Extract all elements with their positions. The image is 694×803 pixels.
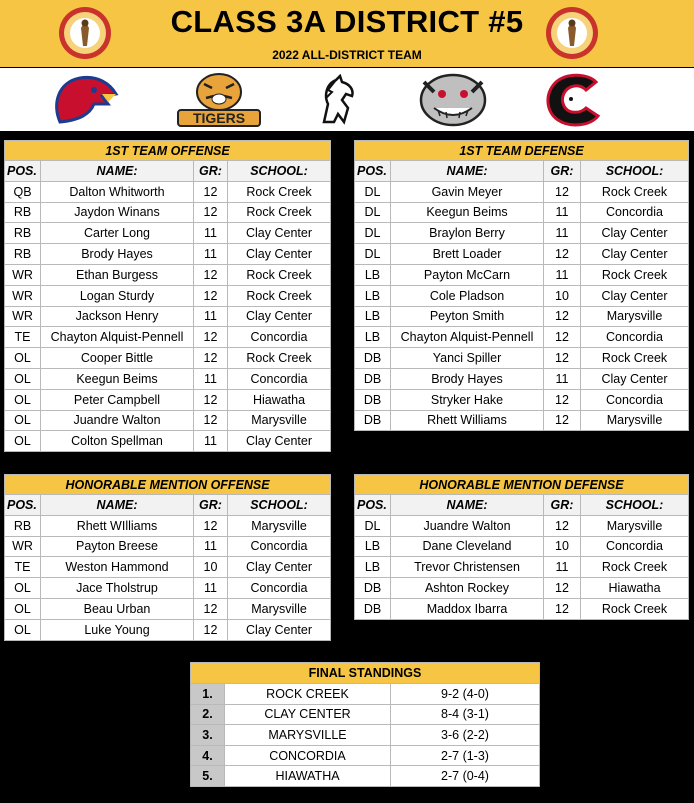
position-cell: LB: [355, 285, 391, 306]
table-title-row: [5, 141, 331, 161]
column-header-pos: POS.: [5, 495, 41, 516]
grade-cell: 12: [194, 515, 228, 536]
grade-cell: 10: [544, 536, 581, 557]
school-cell: Concordia: [581, 202, 689, 223]
grade-cell: 12: [544, 410, 581, 431]
position-cell: DL: [355, 244, 391, 265]
column-header-grade: GR:: [194, 161, 228, 182]
school-cell: Concordia: [581, 389, 689, 410]
standings-title-row: [191, 663, 540, 684]
player-name-cell: Cole Pladson: [391, 285, 544, 306]
table-row: [355, 348, 689, 369]
table-row: [5, 244, 331, 265]
column-header-school: SCHOOL:: [581, 495, 689, 516]
school-cell: Rock Creek: [228, 348, 331, 369]
table-row: [355, 223, 689, 244]
column-header-pos: POS.: [5, 161, 41, 182]
school-cell: Marysville: [581, 306, 689, 327]
table-title-row: [355, 141, 689, 161]
column-header-row: [355, 495, 689, 516]
school-cell: Concordia: [581, 536, 689, 557]
position-cell: DB: [355, 348, 391, 369]
grade-cell: 11: [544, 223, 581, 244]
table-row: [355, 389, 689, 410]
position-cell: LB: [355, 306, 391, 327]
table-row: [355, 181, 689, 202]
player-name-cell: Colton Spellman: [41, 431, 194, 452]
table-row: [5, 181, 331, 202]
position-cell: DL: [355, 223, 391, 244]
table-row: [5, 202, 331, 223]
grade-cell: 12: [194, 348, 228, 369]
player-name-cell: Ethan Burgess: [41, 264, 194, 285]
school-cell: Clay Center: [228, 619, 331, 640]
player-name-cell: Juandre Walton: [41, 410, 194, 431]
table-row: [5, 431, 331, 452]
column-header-grade: GR:: [544, 161, 581, 182]
grade-cell: 12: [194, 598, 228, 619]
position-cell: LB: [355, 264, 391, 285]
table-title: HONORABLE MENTION OFFENSE: [5, 475, 331, 495]
player-name-cell: Peter Campbell: [41, 389, 194, 410]
page-title: CLASS 3A DISTRICT #5: [170, 4, 524, 39]
player-name-cell: Gavin Meyer: [391, 181, 544, 202]
school-cell: Clay Center: [581, 244, 689, 265]
player-name-cell: Chayton Alquist-Pennell: [391, 327, 544, 348]
standings-record-cell: 2-7 (1-3): [391, 745, 540, 766]
column-header-name: NAME:: [391, 161, 544, 182]
position-cell: OL: [5, 389, 41, 410]
player-name-cell: Cooper Bittle: [41, 348, 194, 369]
position-cell: DL: [355, 515, 391, 536]
school-cell: Rock Creek: [581, 557, 689, 578]
table-row: [5, 223, 331, 244]
position-cell: RB: [5, 202, 41, 223]
table-row: [5, 515, 331, 536]
grade-cell: 11: [194, 306, 228, 327]
standings-rank-cell: 4.: [191, 745, 225, 766]
column-header-name: NAME:: [41, 495, 194, 516]
player-name-cell: Stryker Hake: [391, 389, 544, 410]
standings-record-cell: 2-7 (0-4): [391, 766, 540, 787]
school-cell: Concordia: [228, 368, 331, 389]
standings-row: [191, 704, 540, 725]
player-name-cell: Ashton Rockey: [391, 578, 544, 599]
position-cell: RB: [5, 223, 41, 244]
school-cell: Rock Creek: [228, 285, 331, 306]
position-cell: WR: [5, 306, 41, 327]
standings-record-cell: 9-2 (4-0): [391, 684, 540, 705]
table-row: [355, 202, 689, 223]
column-header-school: SCHOOL:: [228, 495, 331, 516]
grade-cell: 12: [544, 244, 581, 265]
column-header-name: NAME:: [41, 161, 194, 182]
table-row: [5, 327, 331, 348]
standings-team-cell: CONCORDIA: [225, 745, 391, 766]
player-name-cell: Brody Hayes: [391, 368, 544, 389]
position-cell: OL: [5, 348, 41, 369]
table-row: [355, 244, 689, 265]
table-row: [5, 306, 331, 327]
position-cell: OL: [5, 598, 41, 619]
school-cell: Clay Center: [581, 223, 689, 244]
player-name-cell: Chayton Alquist-Pennell: [41, 327, 194, 348]
position-cell: OL: [5, 431, 41, 452]
player-name-cell: Keegun Beims: [391, 202, 544, 223]
grade-cell: 12: [544, 578, 581, 599]
table-title: 1ST TEAM DEFENSE: [355, 141, 689, 161]
standings-row: [191, 684, 540, 705]
column-header-school: SCHOOL:: [581, 161, 689, 182]
first-team-offense-table: [4, 140, 331, 452]
column-header-pos: POS.: [355, 161, 391, 182]
grade-cell: 11: [194, 431, 228, 452]
player-name-cell: Rhett Williams: [391, 410, 544, 431]
school-cell: Concordia: [228, 536, 331, 557]
standings-rank-cell: 1.: [191, 684, 225, 705]
position-cell: OL: [5, 368, 41, 389]
position-cell: DB: [355, 578, 391, 599]
table-row: [355, 306, 689, 327]
honorable-mention-offense-table: [4, 474, 331, 641]
position-cell: DB: [355, 598, 391, 619]
standings-rank-cell: 2.: [191, 704, 225, 725]
concordia-c-logo-icon: [544, 72, 604, 128]
column-header-pos: POS.: [355, 495, 391, 516]
standings-title: FINAL STANDINGS: [191, 663, 540, 684]
school-cell: Marysville: [581, 515, 689, 536]
column-header-grade: GR:: [544, 495, 581, 516]
column-header-school: SCHOOL:: [228, 161, 331, 182]
player-name-cell: Luke Young: [41, 619, 194, 640]
player-name-cell: Rhett WIlliams: [41, 515, 194, 536]
standings-row: [191, 725, 540, 746]
standings-record-cell: 3-6 (2-2): [391, 725, 540, 746]
player-name-cell: Weston Hammond: [41, 557, 194, 578]
position-cell: WR: [5, 264, 41, 285]
column-header-row: [5, 495, 331, 516]
standings-team-cell: CLAY CENTER: [225, 704, 391, 725]
grade-cell: 11: [544, 557, 581, 578]
table-row: [355, 515, 689, 536]
standings-rank-cell: 5.: [191, 766, 225, 787]
table-row: [5, 285, 331, 306]
school-cell: Rock Creek: [228, 181, 331, 202]
table-row: [5, 619, 331, 640]
grade-cell: 12: [544, 389, 581, 410]
table-row: [355, 264, 689, 285]
player-name-cell: Jaydon Winans: [41, 202, 194, 223]
grade-cell: 10: [194, 557, 228, 578]
table-title: HONORABLE MENTION DEFENSE: [355, 475, 689, 495]
position-cell: DB: [355, 410, 391, 431]
position-cell: OL: [5, 410, 41, 431]
school-cell: Clay Center: [228, 244, 331, 265]
table-row: [5, 368, 331, 389]
grade-cell: 11: [544, 202, 581, 223]
grade-cell: 11: [194, 368, 228, 389]
school-cell: Rock Creek: [581, 598, 689, 619]
grade-cell: 12: [544, 515, 581, 536]
player-name-cell: Logan Sturdy: [41, 285, 194, 306]
school-cell: Rock Creek: [228, 264, 331, 285]
player-name-cell: Trevor Christensen: [391, 557, 544, 578]
school-cell: Marysville: [228, 410, 331, 431]
table-row: [355, 368, 689, 389]
grade-cell: 12: [194, 285, 228, 306]
position-cell: TE: [5, 327, 41, 348]
grade-cell: 11: [544, 264, 581, 285]
school-cell: Marysville: [228, 598, 331, 619]
grade-cell: 12: [544, 181, 581, 202]
player-name-cell: Peyton Smith: [391, 306, 544, 327]
position-cell: RB: [5, 515, 41, 536]
school-cell: Rock Creek: [581, 348, 689, 369]
grade-cell: 12: [544, 306, 581, 327]
school-cell: Marysville: [581, 410, 689, 431]
player-name-cell: Brett Loader: [391, 244, 544, 265]
page-subtitle: 2022 ALL-DISTRICT TEAM: [272, 48, 422, 62]
player-name-cell: Payton Breese: [41, 536, 194, 557]
grade-cell: 11: [194, 536, 228, 557]
table-row: [355, 557, 689, 578]
bulldog-logo-icon: [416, 72, 490, 128]
standings-team-cell: ROCK CREEK: [225, 684, 391, 705]
grade-cell: 12: [544, 327, 581, 348]
mustang-logo-icon: [316, 74, 360, 126]
school-cell: Clay Center: [228, 431, 331, 452]
grade-cell: 11: [544, 368, 581, 389]
table-row: [5, 389, 331, 410]
header-band: [0, 0, 694, 67]
position-cell: OL: [5, 619, 41, 640]
grade-cell: 12: [544, 348, 581, 369]
grade-cell: 12: [194, 181, 228, 202]
standings-rank-cell: 3.: [191, 725, 225, 746]
grade-cell: 12: [194, 264, 228, 285]
grade-cell: 12: [194, 619, 228, 640]
table-row: [5, 536, 331, 557]
school-cell: Clay Center: [228, 306, 331, 327]
school-cell: Marysville: [228, 515, 331, 536]
position-cell: DB: [355, 389, 391, 410]
grade-cell: 11: [194, 578, 228, 599]
standings-record-cell: 8-4 (3-1): [391, 704, 540, 725]
player-name-cell: Juandre Walton: [391, 515, 544, 536]
school-cell: Clay Center: [581, 285, 689, 306]
player-name-cell: Dalton Whitworth: [41, 181, 194, 202]
grade-cell: 11: [194, 244, 228, 265]
school-cell: Concordia: [581, 327, 689, 348]
grade-cell: 11: [194, 223, 228, 244]
table-row: [5, 264, 331, 285]
school-logos-band: [0, 68, 694, 131]
grade-cell: 12: [194, 202, 228, 223]
school-cell: Rock Creek: [228, 202, 331, 223]
table-row: [5, 348, 331, 369]
school-cell: Hiawatha: [581, 578, 689, 599]
table-row: [355, 410, 689, 431]
table-row: [355, 285, 689, 306]
grade-cell: 12: [194, 410, 228, 431]
standings-team-cell: HIAWATHA: [225, 766, 391, 787]
tigers-logo-icon: [176, 72, 262, 128]
position-cell: WR: [5, 285, 41, 306]
position-cell: OL: [5, 578, 41, 599]
first-team-defense-table: [354, 140, 689, 431]
column-header-row: [355, 161, 689, 182]
table-row: [5, 598, 331, 619]
table-row: [5, 557, 331, 578]
school-cell: Clay Center: [228, 223, 331, 244]
school-cell: Rock Creek: [581, 181, 689, 202]
player-name-cell: Dane Cleveland: [391, 536, 544, 557]
position-cell: RB: [5, 244, 41, 265]
final-standings-table: [190, 662, 540, 787]
table-row: [5, 578, 331, 599]
table-title: 1ST TEAM OFFENSE: [5, 141, 331, 161]
league-seal-icon: [545, 6, 599, 60]
hawk-logo-icon: [50, 74, 120, 126]
player-name-cell: Carter Long: [41, 223, 194, 244]
position-cell: DL: [355, 181, 391, 202]
player-name-cell: Payton McCarn: [391, 264, 544, 285]
position-cell: WR: [5, 536, 41, 557]
table-row: [355, 598, 689, 619]
school-cell: Clay Center: [228, 557, 331, 578]
player-name-cell: Jackson Henry: [41, 306, 194, 327]
svg-text:TIGERS: TIGERS: [192, 110, 246, 126]
player-name-cell: Jace Tholstrup: [41, 578, 194, 599]
position-cell: TE: [5, 557, 41, 578]
standings-team-cell: MARYSVILLE: [225, 725, 391, 746]
column-header-row: [5, 161, 331, 182]
position-cell: QB: [5, 181, 41, 202]
school-cell: Rock Creek: [581, 264, 689, 285]
school-cell: Concordia: [228, 327, 331, 348]
column-header-name: NAME:: [391, 495, 544, 516]
grade-cell: 12: [194, 389, 228, 410]
player-name-cell: Yanci Spiller: [391, 348, 544, 369]
position-cell: DL: [355, 202, 391, 223]
player-name-cell: Maddox Ibarra: [391, 598, 544, 619]
grade-cell: 10: [544, 285, 581, 306]
table-title-row: [355, 475, 689, 495]
grade-cell: 12: [544, 598, 581, 619]
table-row: [355, 578, 689, 599]
player-name-cell: Braylon Berry: [391, 223, 544, 244]
player-name-cell: Brody Hayes: [41, 244, 194, 265]
position-cell: DB: [355, 368, 391, 389]
grade-cell: 12: [194, 327, 228, 348]
column-header-grade: GR:: [194, 495, 228, 516]
position-cell: LB: [355, 557, 391, 578]
table-row: [355, 327, 689, 348]
school-cell: Hiawatha: [228, 389, 331, 410]
position-cell: LB: [355, 536, 391, 557]
school-cell: Concordia: [228, 578, 331, 599]
position-cell: LB: [355, 327, 391, 348]
honorable-mention-defense-table: [354, 474, 689, 620]
player-name-cell: Beau Urban: [41, 598, 194, 619]
player-name-cell: Keegun Beims: [41, 368, 194, 389]
standings-row: [191, 745, 540, 766]
standings-row: [191, 766, 540, 787]
table-row: [5, 410, 331, 431]
school-cell: Clay Center: [581, 368, 689, 389]
table-title-row: [5, 475, 331, 495]
table-row: [355, 536, 689, 557]
